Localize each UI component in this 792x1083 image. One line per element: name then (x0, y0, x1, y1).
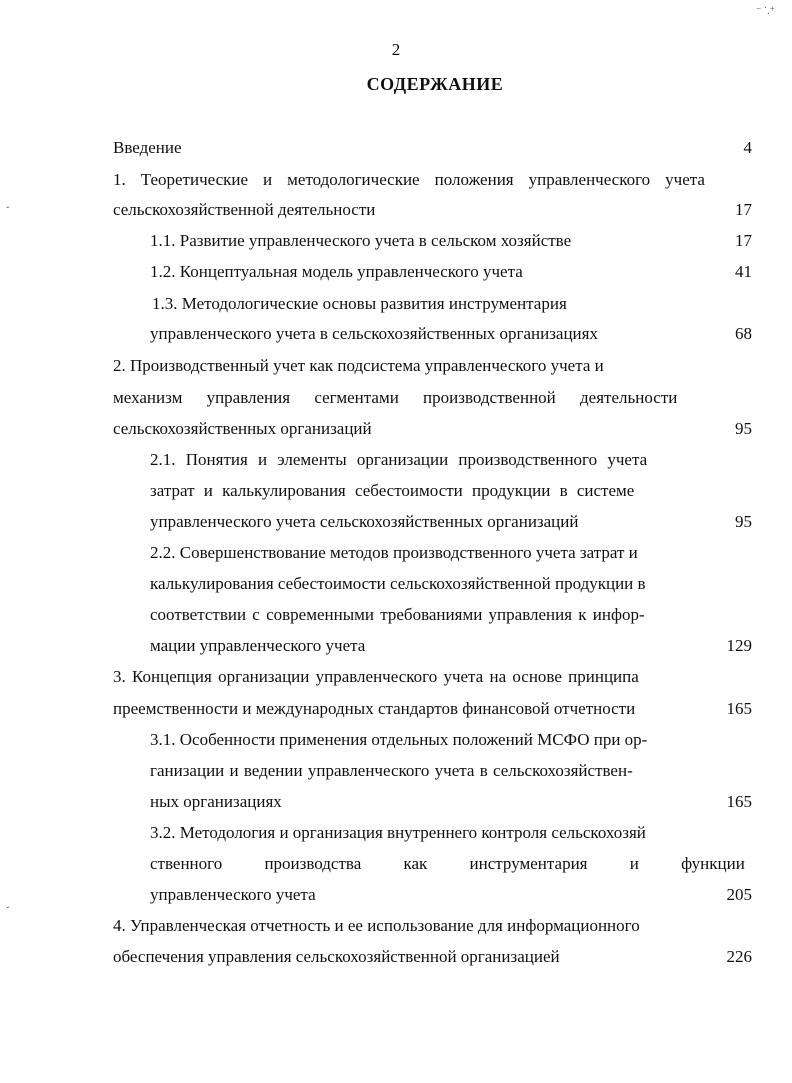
toc-chapter-2-line-1: 2. Производственный учет как подсистема управленческого учета и (113, 356, 604, 375)
toc-section-3-2-line-2: ственного производства как инструментария и функции (150, 854, 745, 873)
word: положения (434, 170, 514, 189)
page-number: 2 (391, 40, 401, 59)
toc-chapter-4-page: 226 (726, 947, 752, 966)
toc-section-2-1-line-2: затрат и калькулирования себестоимости продукции в системе (150, 481, 635, 500)
toc-section-1-3-page: 68 (735, 324, 752, 343)
word: и (263, 170, 273, 189)
toc-chapter-1-line-1 (113, 168, 705, 192)
toc-section-2-2-line-1: 2.2. Совершенствование методов производственного учета затрат и (150, 543, 638, 562)
toc-chapter-2-line-2: механизм управления сегментами производственной деятельности (113, 388, 678, 407)
scan-speck-mark: ˇ (6, 906, 10, 917)
toc-section-1-1-page: 17 (735, 231, 752, 250)
toc-section-2-2-line-3: соответствии с современными требованиями управления к инфор- (150, 605, 645, 624)
word: учета (665, 170, 705, 189)
toc-chapter-3-line-1: 3. Концепция организации управленческого учета на основе принципа (113, 667, 639, 686)
toc-section-3-2-page: 205 (726, 885, 752, 904)
toc-section-3-1-line-1: 3.1. Особенности применения отдельных положений МСФО при ор- (150, 730, 648, 749)
toc-section-3-1-line-2: ганизации и ведении управленческого учета в сельскохозяйствен- (150, 761, 633, 780)
toc-chapter-4-line-1: 4. Управленческая отчетность и ее использование для информационного (113, 916, 640, 935)
toc-section-2-1-page: 95 (735, 512, 752, 531)
toc-section-2-1-line-1: 2.1. Понятия и элементы организации производственного учета (150, 450, 648, 469)
toc-section-1-2-line: 1.2. Концептуальная модель управленческого учета (150, 262, 523, 281)
toc-chapter-4-line-2: обеспечения управления сельскохозяйственной организацией (113, 947, 560, 966)
toc-section-2-1-line-3: управленческого учета сельскохозяйственных организаций (150, 512, 579, 531)
toc-chapter-3-page: 165 (726, 699, 752, 718)
toc-entry-intro-line: Введение (113, 138, 182, 157)
toc-chapter-3-line-2: преемственности и международных стандартов финансовой отчетности (113, 699, 636, 718)
toc-section-2-2-line-4: мации управленческого учета (150, 636, 366, 655)
scan-speck-mark: ˇ (6, 206, 10, 217)
word: Теоретические (140, 170, 249, 189)
toc-section-1-3-line-2: управленческого учета в сельскохозяйственных организациях (150, 324, 598, 343)
toc-entry-intro-page: 4 (743, 138, 752, 157)
toc-section-3-1-page: 165 (726, 792, 752, 811)
toc-section-2-2-page: 129 (726, 636, 752, 655)
toc-chapter-1-line-2: сельскохозяйственной деятельности (113, 200, 376, 219)
toc-chapter-2-line-3: сельскохозяйственных организаций (113, 419, 372, 438)
toc-chapter-2-page: 95 (735, 419, 752, 438)
toc-section-2-2-line-2: калькулирования себестоимости сельскохозяйственной продукции в (150, 574, 646, 593)
toc-section-3-1-line-3: ных организациях (150, 792, 282, 811)
toc-section-1-2-page: 41 (735, 262, 752, 281)
scan-speck-mark: ⁻ ˙.⁺ (756, 6, 775, 17)
toc-section-1-3-line-1: 1.3. Методологические основы развития инструментария (152, 294, 567, 313)
toc-section-3-2-line-1: 3.2. Методология и организация внутреннего контроля сельскохозяй (150, 823, 646, 842)
word: управленческого (528, 170, 651, 189)
toc-section-1-1-line: 1.1. Развитие управленческого учета в сельском хозяйстве (150, 231, 572, 250)
toc-chapter-1-page: 17 (735, 200, 752, 219)
page-title: СОДЕРЖАНИЕ (366, 74, 504, 94)
word: методологические (287, 170, 420, 189)
toc-section-3-2-line-3: управленческого учета (150, 885, 316, 904)
word: 1. (113, 170, 126, 189)
